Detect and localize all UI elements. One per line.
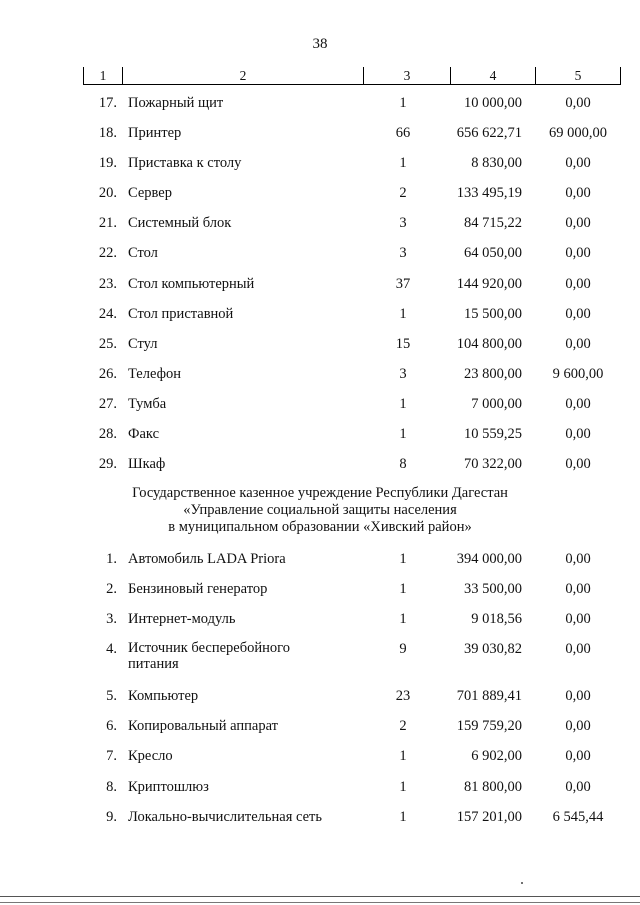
item-quantity: 1	[399, 95, 407, 111]
table-row	[0, 94, 640, 114]
row-number: 3.	[106, 611, 117, 627]
item-name: Криптошлюз	[128, 779, 209, 795]
table-row	[0, 808, 640, 828]
row-number: 19.	[98, 155, 117, 171]
item-residual: 0,00	[565, 336, 591, 352]
item-name: Копировальный аппарат	[128, 718, 279, 734]
item-quantity: 3	[399, 245, 407, 261]
item-residual: 0,00	[565, 185, 591, 201]
column-header-3: 3	[364, 67, 451, 85]
row-number: 22.	[98, 245, 117, 261]
item-name: Сервер	[128, 185, 172, 201]
item-name	[128, 640, 368, 672]
item-quantity: 1	[399, 581, 407, 597]
item-cost: 394 000,00	[456, 551, 522, 567]
item-cost: 23 800,00	[464, 366, 522, 382]
row-number: 6.	[106, 718, 117, 734]
item-residual: 0,00	[565, 215, 591, 231]
row-number: 7.	[106, 748, 117, 764]
column-header-5: 5	[536, 67, 621, 85]
item-name: Пожарный щит	[128, 95, 224, 111]
item-name: Тумба	[128, 396, 167, 412]
table-row	[0, 335, 640, 355]
item-residual: 0,00	[565, 779, 591, 795]
item-residual: 0,00	[565, 641, 591, 657]
item-cost: 84 715,22	[464, 215, 522, 231]
section-heading-line-3: в муниципальном образовании «Хивский район»	[168, 519, 472, 535]
column-header-row	[83, 67, 621, 85]
table-row	[0, 305, 640, 325]
item-quantity: 1	[399, 306, 407, 322]
table-row	[0, 550, 640, 570]
row-number: 24.	[98, 306, 117, 322]
item-name: Стул	[128, 336, 158, 352]
page-number: 38	[312, 36, 328, 52]
item-quantity: 1	[399, 551, 407, 567]
row-number: 9.	[106, 809, 117, 825]
item-quantity: 1	[399, 809, 407, 825]
row-number: 18.	[98, 125, 117, 141]
row-number: 20.	[98, 185, 117, 201]
item-cost: 64 050,00	[464, 245, 522, 261]
item-quantity: 66	[395, 125, 411, 141]
column-header-1: 1	[84, 67, 123, 85]
item-quantity: 1	[399, 748, 407, 764]
item-cost: 656 622,71	[456, 125, 522, 141]
item-cost: 144 920,00	[456, 276, 522, 292]
row-number: 21.	[98, 215, 117, 231]
item-name: Шкаф	[128, 456, 166, 472]
column-header-2: 2	[123, 67, 364, 85]
item-name: Факс	[128, 426, 160, 442]
table-row	[0, 395, 640, 415]
table-row	[0, 425, 640, 445]
row-number: 1.	[106, 551, 117, 567]
item-cost: 6 902,00	[471, 748, 522, 764]
item-cost: 8 830,00	[471, 155, 522, 171]
item-name: Автомобиль LADA Priora	[128, 551, 286, 567]
table-row	[0, 640, 640, 676]
item-residual: 0,00	[565, 276, 591, 292]
item-quantity: 1	[399, 426, 407, 442]
item-name: Локально-вычислительная сеть	[128, 809, 322, 825]
item-name: Телефон	[128, 366, 181, 382]
table-row	[0, 687, 640, 707]
item-quantity: 2	[399, 185, 407, 201]
item-quantity: 3	[399, 366, 407, 382]
item-name: Стол компьютерный	[128, 276, 255, 292]
item-cost: 39 030,82	[464, 641, 522, 657]
row-number: 23.	[98, 276, 117, 292]
table-row	[0, 610, 640, 630]
table-row	[0, 184, 640, 204]
section-heading-line-1: Государственное казенное учреждение Республики Дагестан	[132, 485, 508, 501]
table-row	[0, 778, 640, 798]
table-row	[0, 214, 640, 234]
section-heading-line-2: «Управление социальной защиты населения	[183, 502, 457, 518]
scan-edge-line	[0, 902, 640, 903]
table-row	[0, 244, 640, 264]
item-cost: 10 000,00	[464, 95, 522, 111]
item-name: Системный блок	[128, 215, 232, 231]
item-residual: 0,00	[565, 718, 591, 734]
row-number: 2.	[106, 581, 117, 597]
item-cost: 701 889,41	[456, 688, 522, 704]
item-quantity: 8	[399, 456, 407, 472]
item-cost: 159 759,20	[456, 718, 522, 734]
item-name: Кресло	[128, 748, 173, 764]
item-name: Приставка к столу	[128, 155, 242, 171]
item-residual: 0,00	[565, 155, 591, 171]
row-number: 8.	[106, 779, 117, 795]
row-number: 4.	[106, 641, 117, 657]
item-residual: 0,00	[565, 396, 591, 412]
item-quantity: 9	[399, 641, 407, 657]
item-residual: 69 000,00	[549, 125, 607, 141]
item-name: Интернет-модуль	[128, 611, 236, 627]
item-quantity: 23	[395, 688, 411, 704]
item-cost: 7 000,00	[471, 396, 522, 412]
item-name: Принтер	[128, 125, 182, 141]
table-row	[0, 747, 640, 767]
table-row	[0, 580, 640, 600]
row-number: 17.	[98, 95, 117, 111]
item-name: Стол приставной	[128, 306, 234, 322]
item-residual: 0,00	[565, 306, 591, 322]
item-residual: 0,00	[565, 426, 591, 442]
row-number: 29.	[98, 456, 117, 472]
item-quantity: 1	[399, 155, 407, 171]
row-number: 25.	[98, 336, 117, 352]
item-quantity: 1	[399, 779, 407, 795]
item-cost: 9 018,56	[471, 611, 522, 627]
item-residual: 9 600,00	[552, 366, 604, 382]
item-name: Бензиновый генератор	[128, 581, 268, 597]
item-cost: 81 800,00	[464, 779, 522, 795]
item-cost: 10 559,25	[464, 426, 522, 442]
item-name: Компьютер	[128, 688, 199, 704]
table-row	[0, 275, 640, 295]
item-name-line-1: Источник бесперебойного	[128, 640, 290, 656]
table-row	[0, 717, 640, 737]
table-row	[0, 365, 640, 385]
item-quantity: 1	[399, 611, 407, 627]
item-quantity: 3	[399, 215, 407, 231]
item-residual: 0,00	[565, 95, 591, 111]
item-quantity: 37	[395, 276, 411, 292]
row-number: 5.	[106, 688, 117, 704]
row-number: 26.	[98, 366, 117, 382]
item-quantity: 2	[399, 718, 407, 734]
row-number: 28.	[98, 426, 117, 442]
item-residual: 0,00	[565, 611, 591, 627]
section-heading	[0, 485, 640, 536]
item-residual: 6 545,44	[552, 809, 604, 825]
scan-speck	[521, 882, 523, 884]
item-residual: 0,00	[565, 581, 591, 597]
item-residual: 0,00	[565, 551, 591, 567]
item-residual: 0,00	[565, 456, 591, 472]
item-quantity: 1	[399, 396, 407, 412]
item-residual: 0,00	[565, 748, 591, 764]
item-name: Стол	[128, 245, 158, 261]
item-cost: 133 495,19	[456, 185, 522, 201]
item-residual: 0,00	[565, 245, 591, 261]
item-cost: 33 500,00	[464, 581, 522, 597]
table-row	[0, 154, 640, 174]
item-cost: 70 322,00	[464, 456, 522, 472]
table-row	[0, 124, 640, 144]
column-header-4: 4	[451, 67, 536, 85]
item-cost: 15 500,00	[464, 306, 522, 322]
item-cost: 157 201,00	[456, 809, 522, 825]
item-name-line-2: питания	[128, 656, 179, 672]
scan-edge-line	[0, 896, 640, 897]
item-quantity: 15	[395, 336, 411, 352]
item-residual: 0,00	[565, 688, 591, 704]
row-number: 27.	[98, 396, 117, 412]
item-cost: 104 800,00	[456, 336, 522, 352]
table-row	[0, 455, 640, 475]
